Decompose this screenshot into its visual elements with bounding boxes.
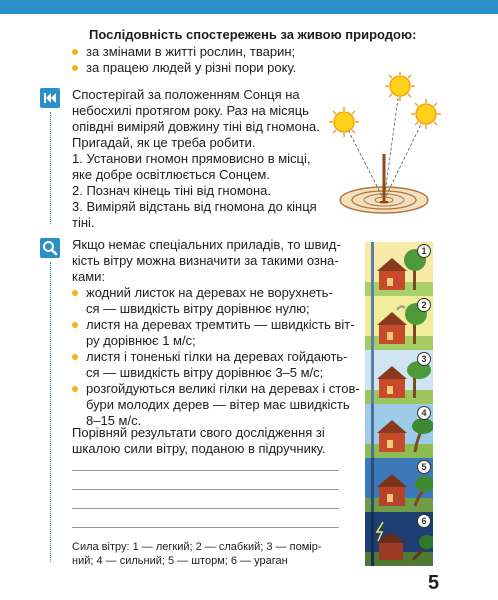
magnifier-icon — [40, 238, 60, 258]
top-color-bar — [0, 0, 498, 14]
wind-panel — [365, 512, 433, 566]
gnomon-text: Спостерігай за положенням Сонця на небосхилі протягом року. Раз на місяць опівдні виміряй довжину тіні від гномона. Пригадай, як це треба робити. 1. Установи гномон прямовисно в місці, яке добре освітлюється Сонцем. 2. Познач кінець тіні від гномона. 3. Виміряй відстань від гномона до кінця тіні. — [72, 87, 320, 230]
page-number: 5 — [428, 572, 440, 594]
bullet-dot-icon — [72, 354, 78, 360]
list-item: розгойдуються великі гілки на деревах і стов- бури молодих дерев — вітер має швидкість 8–15 м/с. — [72, 381, 360, 429]
section-divider-line — [50, 112, 52, 224]
sun-icon — [411, 99, 441, 129]
wind-panel — [365, 350, 433, 404]
wind-panel — [365, 242, 433, 296]
list-item: листя на деревах тремтить — швидкість віт- ру дорівнює 1 м/с; — [72, 317, 360, 349]
wind-scale-note: Сила вітру: 1 — легкий; 2 — слабкий; 3 — помір- ний; 4 — сильний; 5 — шторм; 6 — ураган — [72, 541, 322, 567]
observation-bullet: за змінами в житті рослин, тварин; — [72, 44, 295, 59]
panel-number-badge: 2 — [417, 298, 431, 312]
bullet-dot-icon — [72, 290, 78, 296]
sun-icon — [385, 72, 415, 101]
list-item: листя і тоненькі гілки на деревах гойдають- ся — швидкість вітру дорівнює 3–5 м/с; — [72, 349, 360, 381]
panel-number-badge: 1 — [417, 244, 431, 258]
sun-icon — [329, 107, 359, 137]
answer-line[interactable] — [72, 470, 339, 471]
bullet-dot-icon — [72, 49, 78, 55]
compare-text: Порівняй результати свого дослідження зі шкалою сили вітру, поданою в підручнику. — [72, 425, 326, 456]
wind-panel — [365, 296, 433, 350]
observation-title: Послідовність спостережень за живою природою: — [89, 27, 417, 42]
answer-line[interactable] — [72, 527, 339, 528]
observation-bullet: за працею людей у різні пори року. — [72, 60, 296, 75]
wind-intro: Якщо немає спеціальних приладів, то швид- кість вітру можна визначити за такими озна- ками: — [72, 237, 341, 284]
section-divider-line — [50, 262, 52, 562]
wind-panel — [365, 404, 433, 458]
answer-line[interactable] — [72, 489, 339, 490]
answer-line[interactable] — [72, 508, 339, 509]
panel-number-badge: 5 — [417, 460, 431, 474]
wind-signs-list — [72, 285, 360, 429]
bullet-dot-icon — [72, 65, 78, 71]
rewind-icon — [40, 88, 60, 108]
panel-number-badge: 3 — [417, 352, 431, 366]
bullet-dot-icon — [72, 322, 78, 328]
list-item: жодний листок на деревах не ворухнеть- ся — швидкість вітру дорівнює нулю; — [72, 285, 360, 317]
panel-number-badge: 6 — [417, 514, 431, 528]
panel-number-badge: 4 — [417, 406, 431, 420]
wind-panel — [365, 458, 433, 512]
gnomon-illustration — [322, 72, 452, 222]
bullet-dot-icon — [72, 386, 78, 392]
